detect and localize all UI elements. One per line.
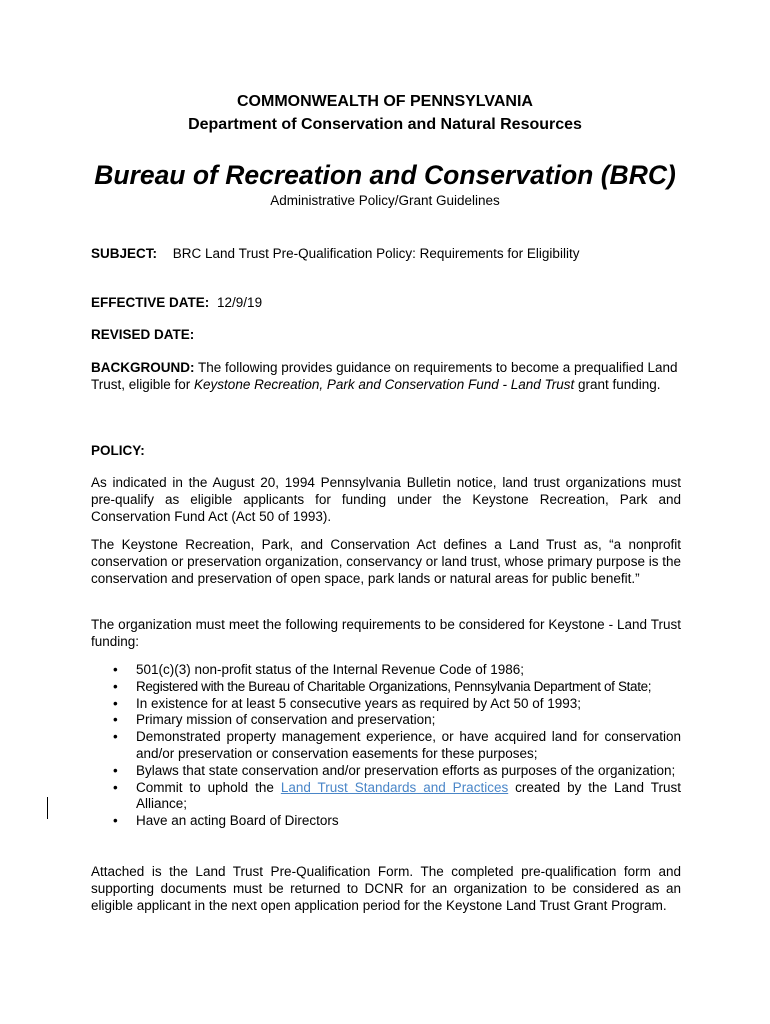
policy-paragraph-1: As indicated in the August 20, 1994 Pennsylvania Bulletin notice, land trust organizations must pre-qualify as eligible applicants for funding under the Keystone Recreation, Park and Conservation Fund Act (Act 50 of 1993). bbox=[91, 475, 681, 524]
list-item-text: 501(c)(3) non-profit status of the Internal Revenue Code of 1986; bbox=[136, 662, 524, 677]
list-item-text: created by the Land Trust Alliance; bbox=[136, 779, 681, 812]
bullet-icon: • bbox=[113, 762, 118, 778]
list-item bbox=[91, 662, 681, 679]
bullet-icon: • bbox=[113, 662, 118, 677]
subject-line bbox=[91, 246, 579, 261]
bureau-title: Bureau of Recreation and Conservation (BRC) bbox=[94, 160, 676, 190]
requirements-list bbox=[91, 662, 681, 830]
list-item-text: Bylaws that state conservation and/or preservation efforts as purposes of the organization; bbox=[136, 762, 676, 778]
land-trust-standards-link[interactable]: Land Trust Standards and Practices bbox=[280, 779, 509, 795]
bullet-icon: • bbox=[113, 779, 118, 795]
background-text-2: grant funding. bbox=[574, 376, 661, 392]
commonwealth-heading: COMMONWEALTH OF PENNSYLVANIA bbox=[237, 93, 533, 110]
policy-paragraph-4: Attached is the Land Trust Pre-Qualification Form. The completed pre-qualification form and supporting documents must be returned to DCNR for an organization to be considered as an eligible applicant in the next open application period for the Keystone Land Trust Grant Program. bbox=[91, 864, 681, 913]
list-item-text: Registered with the Bureau of Charitable Organizations, Pennsylvania Department of State; bbox=[136, 678, 652, 694]
bullet-icon: • bbox=[113, 695, 118, 711]
text-cursor bbox=[47, 797, 48, 819]
list-item bbox=[91, 763, 681, 780]
effective-date-value: 12/9/19 bbox=[217, 295, 263, 310]
policy-paragraph-3: The organization must meet the following requirements to be considered for Keystone - Land Trust funding: bbox=[91, 617, 681, 649]
background-fund-name: Keystone Recreation, Park and Conservation Fund - Land Trust bbox=[194, 376, 575, 392]
list-item-text: In existence for at least 5 consecutive years as required by Act 50 of 1993; bbox=[136, 695, 582, 711]
list-item-text: Demonstrated property management experience, or have acquired land for conservation and/or preservation or conservation easements for these purposes; bbox=[136, 729, 681, 761]
list-item bbox=[91, 729, 681, 763]
list-item bbox=[91, 712, 681, 729]
department-heading: Department of Conservation and Natural Resources bbox=[188, 116, 582, 133]
bullet-icon: • bbox=[113, 729, 118, 745]
list-item bbox=[91, 696, 681, 713]
bullet-icon: • bbox=[113, 813, 118, 829]
document-subtitle: Administrative Policy/Grant Guidelines bbox=[270, 193, 500, 208]
bullet-icon: • bbox=[113, 678, 118, 694]
list-item bbox=[91, 813, 681, 830]
bullet-icon: • bbox=[113, 712, 118, 728]
list-item bbox=[91, 780, 681, 814]
list-item-text: Have an acting Board of Directors bbox=[136, 813, 339, 829]
revised-date-label: REVISED DATE: bbox=[91, 327, 195, 342]
subject-label: SUBJECT: bbox=[91, 246, 158, 261]
subject-value: BRC Land Trust Pre-Qualification Policy: Requirements for Eligibility bbox=[172, 246, 580, 261]
background-text-1: The following provides guidance on requirements to become a prequalified Land Trust, eligible for bbox=[91, 360, 678, 392]
list-item-text: Primary mission of conservation and preservation; bbox=[136, 712, 436, 728]
list-item-text: Commit to uphold the bbox=[136, 779, 281, 795]
policy-label: POLICY: bbox=[91, 443, 145, 458]
background-label: BACKGROUND: bbox=[91, 360, 195, 375]
effective-date-line bbox=[91, 295, 262, 310]
list-item bbox=[91, 679, 681, 696]
policy-paragraph-2: The Keystone Recreation, Park, and Conservation Act defines a Land Trust as, “a nonprofit conservation or preservation organization, conservancy or land trust, whose primary purpose is the conservation and preservation of open space, park lands or natural areas for public benefit.” bbox=[91, 537, 681, 586]
background-paragraph bbox=[91, 360, 681, 394]
effective-date-label: EFFECTIVE DATE: bbox=[91, 295, 210, 310]
